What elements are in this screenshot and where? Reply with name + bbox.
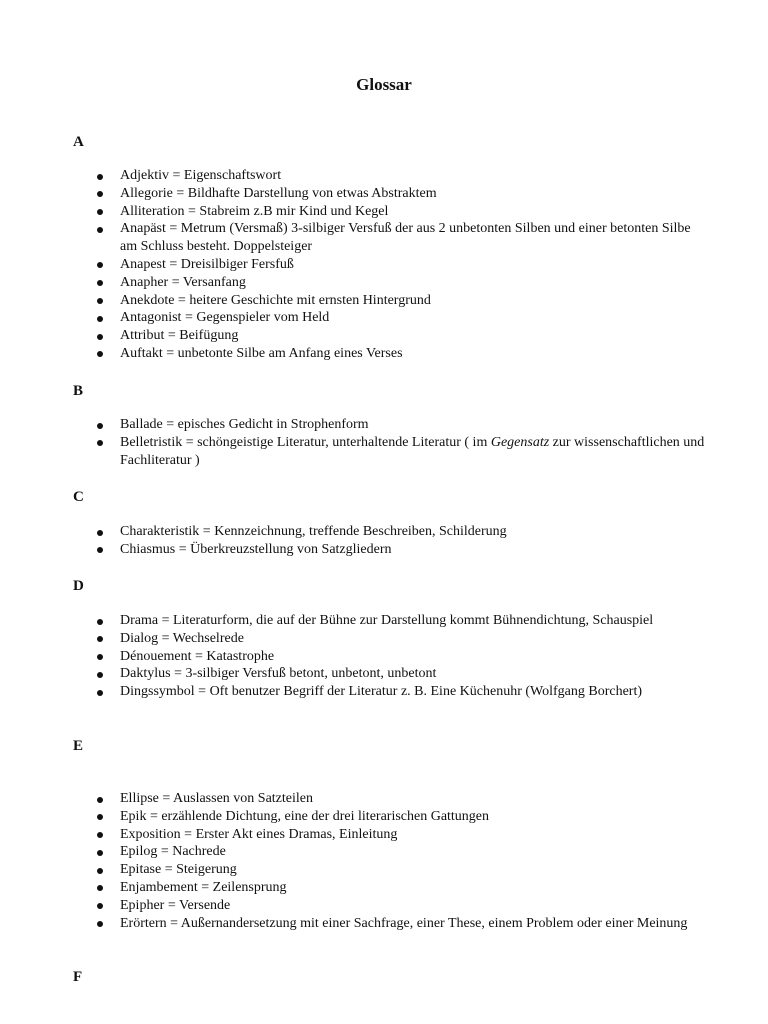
list-item: Epipher = Versende	[0, 897, 768, 915]
list-item: Alliteration = Stabreim z.B mir Kind und Kegel	[0, 203, 768, 221]
list-item: Exposition = Erster Akt eines Dramas, Einleitung	[0, 826, 768, 844]
list-item: Dénouement = Katastrophe	[0, 648, 768, 666]
list-item: Anapäst = Metrum (Versmaß) 3-silbiger Versfuß der aus 2 unbetonten Silben und einer betonten Silbe am Schluss besteht. Doppelsteiger	[0, 220, 768, 256]
list-item: Adjektiv = Eigenschaftswort	[0, 167, 768, 185]
list-item: Erörtern = Außernandersetzung mit einer Sachfrage, einer These, einem Problem oder einer Meinung	[0, 915, 768, 933]
list-item: Anekdote = heitere Geschichte mit ernsten Hintergrund	[0, 292, 768, 310]
list-item: Allegorie = Bildhafte Darstellung von etwas Abstraktem	[0, 185, 768, 203]
belletristik-text-italic: Gegensatz	[490, 434, 550, 450]
list-item: Chiasmus = Überkreuzstellung von Satzgliedern	[0, 541, 768, 559]
list-item: Drama = Literaturform, die auf der Bühne zur Darstellung kommt Bühnendichtung, Schauspiel	[0, 612, 768, 630]
section-letter-d: D	[73, 578, 84, 594]
belletristik-text-before: Belletristik = schöngeistige Literatur, unterhaltende Literatur ( im	[120, 434, 491, 450]
list-item: Attribut = Beifügung	[0, 327, 768, 345]
list-item: Dingssymbol = Oft benutzer Begriff der Literatur z. B. Eine Küchenuhr (Wolfgang Borchert)	[0, 683, 768, 701]
glossary-list-d	[0, 612, 768, 701]
page-title: Glossar	[356, 75, 412, 94]
list-item: Ballade = episches Gedicht in Strophenform	[0, 416, 768, 434]
glossary-list-a	[0, 167, 768, 363]
list-item: Ellipse = Auslassen von Satzteilen	[0, 790, 768, 808]
list-item: Dialog = Wechselrede	[0, 630, 768, 648]
list-item: Epilog = Nachrede	[0, 843, 768, 861]
list-item: Antagonist = Gegenspieler vom Held	[0, 309, 768, 327]
list-item: Charakteristik = Kennzeichnung, treffende Beschreiben, Schilderung	[0, 523, 768, 541]
list-item: Anapest = Dreisilbiger Fersfuß	[0, 256, 768, 274]
section-letter-b: B	[73, 383, 84, 399]
belletristik-text-after: zur wissenschaftlichen und Fachliteratur )	[120, 434, 705, 468]
list-item: Auftakt = unbetonte Silbe am Anfang eines Verses	[0, 345, 768, 363]
glossary-list-c	[0, 523, 768, 559]
glossary-list-b	[0, 416, 768, 469]
section-letter-a: A	[73, 134, 84, 150]
list-item: Epitase = Steigerung	[0, 861, 768, 879]
list-item: Daktylus = 3-silbiger Versfuß betont, unbetont, unbetont	[0, 665, 768, 683]
list-item-belletristik	[0, 434, 768, 470]
section-letter-c: C	[73, 489, 84, 505]
section-letter-f: F	[73, 969, 83, 985]
section-letter-e: E	[73, 738, 84, 754]
list-item: Epik = erzählende Dichtung, eine der drei literarischen Gattungen	[0, 808, 768, 826]
glossary-list-e	[0, 790, 768, 932]
list-item: Anapher = Versanfang	[0, 274, 768, 292]
list-item: Enjambement = Zeilensprung	[0, 879, 768, 897]
